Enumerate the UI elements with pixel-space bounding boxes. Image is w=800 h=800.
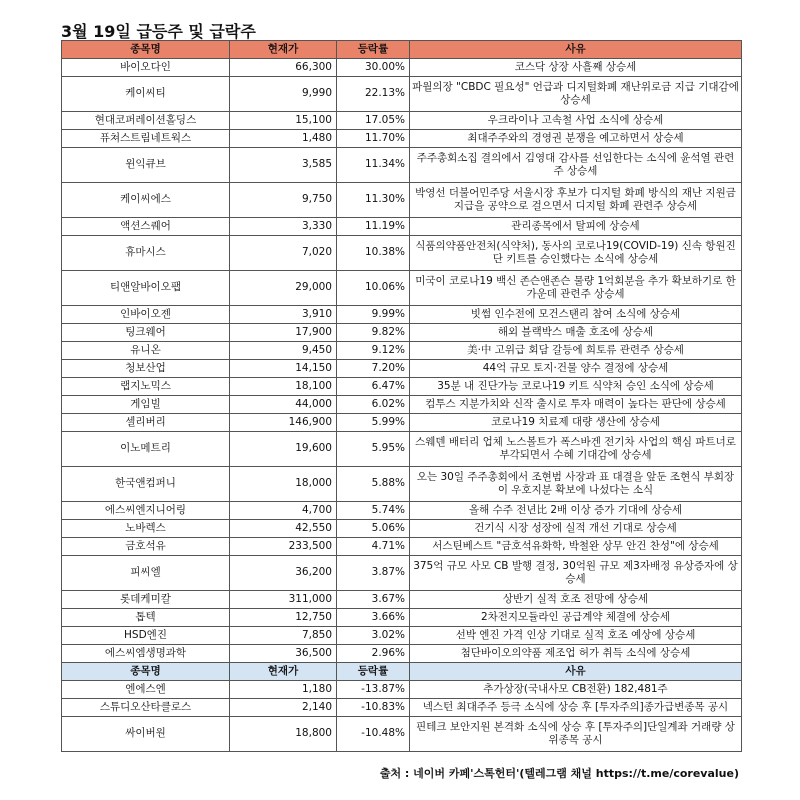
- current-price: 233,500: [230, 538, 337, 556]
- header-change: 등락률: [337, 41, 410, 59]
- rising-section: [62, 59, 742, 663]
- table-row: [62, 591, 742, 609]
- header-reason: 사유: [410, 663, 742, 681]
- stock-name: 휴마시스: [62, 236, 230, 271]
- reason-text: 박영선 더불어민주당 서울시장 후보가 디지털 화폐 방식의 재난 지원금 지급을 공약으로 걸으면서 디지털 화폐 관련주 상승세: [410, 183, 742, 218]
- reason-text: 美·中 고위급 회담 갈등에 희토류 관련주 상승세: [410, 342, 742, 360]
- reason-text: 빗썸 인수전에 모건스탠리 참여 소식에 상승세: [410, 306, 742, 324]
- table-row: [62, 556, 742, 591]
- stock-name: 케이씨에스: [62, 183, 230, 218]
- falling-section: [62, 681, 742, 752]
- header-price: 현재가: [230, 41, 337, 59]
- stock-name: 케이씨티: [62, 77, 230, 112]
- table-row: [62, 112, 742, 130]
- current-price: 18,100: [230, 378, 337, 396]
- change-rate: 5.74%: [337, 502, 410, 520]
- table-row: [62, 432, 742, 467]
- stock-name: 에스씨엔지니어링: [62, 502, 230, 520]
- reason-text: 첨단바이오의약품 제조업 허가 취득 소식에 상승세: [410, 645, 742, 663]
- current-price: 66,300: [230, 59, 337, 77]
- reason-text: 올해 수주 전년比 2배 이상 증가 기대에 상승세: [410, 502, 742, 520]
- falling-header-section: [62, 663, 742, 681]
- current-price: 18,000: [230, 467, 337, 502]
- change-rate: 22.13%: [337, 77, 410, 112]
- current-price: 7,020: [230, 236, 337, 271]
- change-rate: 4.71%: [337, 538, 410, 556]
- current-price: 18,800: [230, 717, 337, 752]
- table-row: [62, 378, 742, 396]
- current-price: 29,000: [230, 271, 337, 306]
- change-rate: 11.19%: [337, 218, 410, 236]
- table-row: [62, 324, 742, 342]
- table-row: [62, 148, 742, 183]
- reason-text: 식품의약품안전처(식약처), 동사의 코로나19(COVID-19) 신속 항원진단 키트를 승인했다는 소식에 상승세: [410, 236, 742, 271]
- reason-text: 해외 블랙박스 매출 호조에 상승세: [410, 324, 742, 342]
- change-rate: 10.38%: [337, 236, 410, 271]
- change-rate: 5.06%: [337, 520, 410, 538]
- reason-text: 주주총회소집 결의에서 김영대 감사를 선임한다는 소식에 윤석열 관련주 상승세: [410, 148, 742, 183]
- table-row: [62, 342, 742, 360]
- stock-name: 톱텍: [62, 609, 230, 627]
- stock-name: 에스씨엠생명과학: [62, 645, 230, 663]
- change-rate: 9.12%: [337, 342, 410, 360]
- current-price: 1,480: [230, 130, 337, 148]
- reason-text: 최대주주와의 경영권 분쟁을 예고하면서 상승세: [410, 130, 742, 148]
- current-price: 15,100: [230, 112, 337, 130]
- change-rate: -10.83%: [337, 699, 410, 717]
- current-price: 36,500: [230, 645, 337, 663]
- table-row: [62, 396, 742, 414]
- stock-name: 셀리버리: [62, 414, 230, 432]
- source-note: 출처 : 네이버 카페'스톡헌터'(텔레그램 채널 https://t.me/corevalue): [379, 767, 739, 780]
- current-price: 9,750: [230, 183, 337, 218]
- change-rate: 9.99%: [337, 306, 410, 324]
- change-rate: 6.47%: [337, 378, 410, 396]
- reason-text: 44억 규모 토지·건물 양수 결정에 상승세: [410, 360, 742, 378]
- table-row: [62, 467, 742, 502]
- current-price: 44,000: [230, 396, 337, 414]
- change-rate: 3.02%: [337, 627, 410, 645]
- change-rate: 7.20%: [337, 360, 410, 378]
- stock-name: 이노메트리: [62, 432, 230, 467]
- reason-text: 우크라이나 고속철 사업 소식에 상승세: [410, 112, 742, 130]
- stock-name: 한국앤컴퍼니: [62, 467, 230, 502]
- stock-name: 싸이버원: [62, 717, 230, 752]
- current-price: 146,900: [230, 414, 337, 432]
- reason-text: 건기식 시장 성장에 실적 개선 기대로 상승세: [410, 520, 742, 538]
- current-price: 12,750: [230, 609, 337, 627]
- stock-name: 퓨쳐스트림네트웍스: [62, 130, 230, 148]
- current-price: 4,700: [230, 502, 337, 520]
- current-price: 36,200: [230, 556, 337, 591]
- reason-text: 오는 30일 주주총회에서 조현범 사장과 표 대결을 앞둔 조현식 부회장이 우호지분 확보에 나섰다는 소식: [410, 467, 742, 502]
- stock-name: 엔에스엔: [62, 681, 230, 699]
- reason-text: 서스틴베스트 "금호석유화학, 박철완 상무 안건 찬성"에 상승세: [410, 538, 742, 556]
- stock-name: 게임빌: [62, 396, 230, 414]
- change-rate: 17.05%: [337, 112, 410, 130]
- table-row: [62, 538, 742, 556]
- current-price: 42,550: [230, 520, 337, 538]
- reason-text: 컴투스 지분가치와 신작 출시로 투자 매력이 높다는 판단에 상승세: [410, 396, 742, 414]
- current-price: 311,000: [230, 591, 337, 609]
- falling-header-row: [62, 663, 742, 681]
- stock-name: 롯데케미칼: [62, 591, 230, 609]
- reason-text: 스웨덴 배터리 업체 노스볼트가 폭스바겐 전기차 사업의 핵심 파트너로 부각되면서 수혜 기대감에 상승세: [410, 432, 742, 467]
- table-row: [62, 681, 742, 699]
- table-row: [62, 271, 742, 306]
- change-rate: -10.48%: [337, 717, 410, 752]
- current-price: 19,600: [230, 432, 337, 467]
- current-price: 9,450: [230, 342, 337, 360]
- current-price: 3,910: [230, 306, 337, 324]
- current-price: 7,850: [230, 627, 337, 645]
- table-row: [62, 236, 742, 271]
- table-row: [62, 717, 742, 752]
- stock-name: 노바렉스: [62, 520, 230, 538]
- stock-table: [61, 40, 742, 752]
- reason-text: 핀테크 보안지원 본격화 소식에 상승 후 [투자주의]단일계좌 거래량 상위종목 공시: [410, 717, 742, 752]
- change-rate: 2.96%: [337, 645, 410, 663]
- reason-text: 2차전지모듈라인 공급계약 체결에 상승세: [410, 609, 742, 627]
- stock-name: 바이오다인: [62, 59, 230, 77]
- change-rate: 3.67%: [337, 591, 410, 609]
- table-row: [62, 414, 742, 432]
- header-name: 종목명: [62, 41, 230, 59]
- rising-header-row: [62, 41, 742, 59]
- change-rate: 30.00%: [337, 59, 410, 77]
- table-row: [62, 609, 742, 627]
- change-rate: 10.06%: [337, 271, 410, 306]
- table-row: [62, 183, 742, 218]
- page-title: 3월 19일 급등주 및 급락주: [61, 22, 256, 41]
- table-row: [62, 502, 742, 520]
- stock-name: HSD엔진: [62, 627, 230, 645]
- stock-name: 스튜디오산타클로스: [62, 699, 230, 717]
- change-rate: 3.87%: [337, 556, 410, 591]
- change-rate: -13.87%: [337, 681, 410, 699]
- header-price: 현재가: [230, 663, 337, 681]
- stock-name: 현대코퍼레이션홀딩스: [62, 112, 230, 130]
- change-rate: 5.95%: [337, 432, 410, 467]
- reason-text: 관리종목에서 탈피에 상승세: [410, 218, 742, 236]
- reason-text: 넥스턴 최대주주 등극 소식에 상승 후 [투자주의]종가급변종목 공시: [410, 699, 742, 717]
- reason-text: 상반기 실적 호조 전망에 상승세: [410, 591, 742, 609]
- change-rate: 6.02%: [337, 396, 410, 414]
- reason-text: 코스닥 상장 사흘째 상승세: [410, 59, 742, 77]
- change-rate: 11.30%: [337, 183, 410, 218]
- stock-name: 금호석유: [62, 538, 230, 556]
- current-price: 9,990: [230, 77, 337, 112]
- reason-text: 코로나19 치료제 대량 생산에 상승세: [410, 414, 742, 432]
- change-rate: 9.82%: [337, 324, 410, 342]
- current-price: 14,150: [230, 360, 337, 378]
- table-row: [62, 520, 742, 538]
- stock-name: 액션스퀘어: [62, 218, 230, 236]
- current-price: 3,330: [230, 218, 337, 236]
- current-price: 2,140: [230, 699, 337, 717]
- table-row: [62, 360, 742, 378]
- table-row: [62, 130, 742, 148]
- table-row: [62, 306, 742, 324]
- reason-text: 선박 엔진 가격 인상 기대로 실적 호조 예상에 상승세: [410, 627, 742, 645]
- stock-name: 랩지노믹스: [62, 378, 230, 396]
- table-row: [62, 218, 742, 236]
- header-name: 종목명: [62, 663, 230, 681]
- table-row: [62, 77, 742, 112]
- reason-text: 추가상장(국내사모 CB전환) 182,481주: [410, 681, 742, 699]
- change-rate: 11.34%: [337, 148, 410, 183]
- reason-text: 375억 규모 사모 CB 발행 결정, 30억원 규모 제3자배정 유상증자에 상승세: [410, 556, 742, 591]
- change-rate: 3.66%: [337, 609, 410, 627]
- stock-name: 청보산업: [62, 360, 230, 378]
- reason-text: 미국이 코로나19 백신 존슨앤존슨 물량 1억회분을 추가 확보하기로 한 가운데 관련주 상승세: [410, 271, 742, 306]
- table-row: [62, 645, 742, 663]
- header-change: 등락률: [337, 663, 410, 681]
- change-rate: 5.99%: [337, 414, 410, 432]
- stock-name: 인바이오젠: [62, 306, 230, 324]
- stock-name: 팅크웨어: [62, 324, 230, 342]
- table-row: [62, 59, 742, 77]
- current-price: 3,585: [230, 148, 337, 183]
- reason-text: 35분 내 진단가능 코로나19 키트 식약처 승인 소식에 상승세: [410, 378, 742, 396]
- table-row: [62, 699, 742, 717]
- stock-name: 티앤알바이오팹: [62, 271, 230, 306]
- stock-name: 피씨엘: [62, 556, 230, 591]
- stock-name: 윈익큐브: [62, 148, 230, 183]
- change-rate: 11.70%: [337, 130, 410, 148]
- change-rate: 5.88%: [337, 467, 410, 502]
- current-price: 17,900: [230, 324, 337, 342]
- stock-name: 유니온: [62, 342, 230, 360]
- header-reason: 사유: [410, 41, 742, 59]
- table-row: [62, 627, 742, 645]
- reason-text: 파월의장 "CBDC 필요성" 언급과 디지털화폐 재난위로금 지급 기대감에 상승세: [410, 77, 742, 112]
- current-price: 1,180: [230, 681, 337, 699]
